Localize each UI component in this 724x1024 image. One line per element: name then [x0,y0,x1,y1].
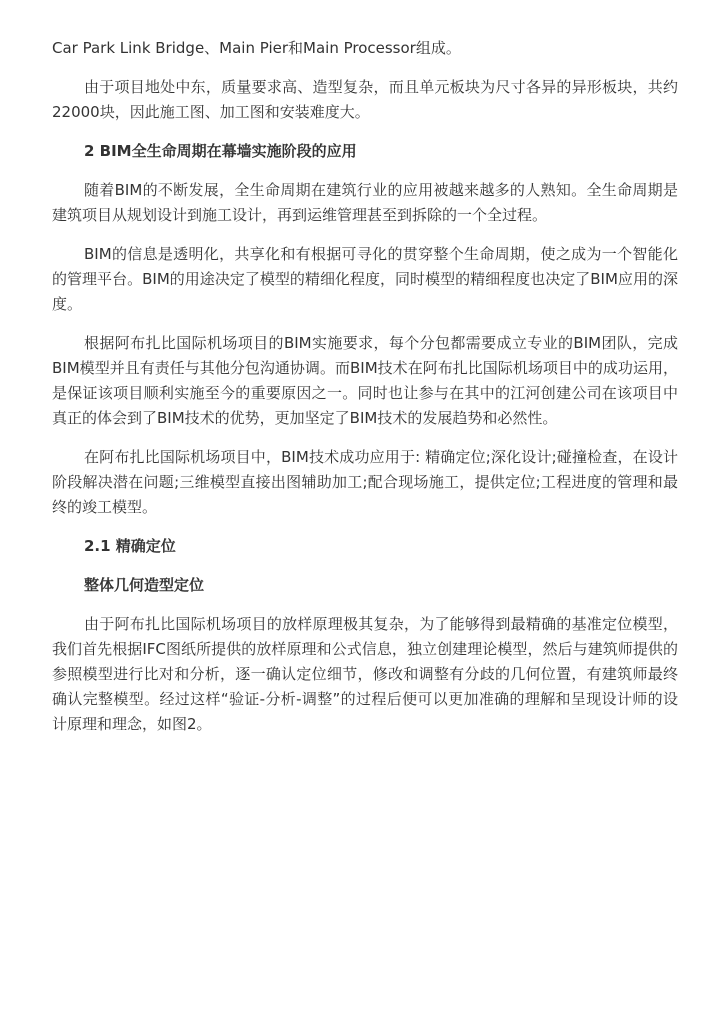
paragraph-geometry-positioning: 由于阿布扎比国际机场项目的放样原理极其复杂，为了能够得到最精确的基准定位模型，我们首先根据IFC图纸所提供的放样原理和公式信息，独立创建理论模型，然后与建筑师提供的参照模型进行比对和分析，逐一确认定位细节，修改和调整有分歧的几何位置，有建筑师最终确认完整模型。经过这样“验证-分析-调整”的过程后便可以更加准确的理解和呈现设计师的设计原理和理念，如图2。 [52,615,678,733]
paragraph-bim-information: BIM的信息是透明化，共享化和有根据可寻化的贯穿整个生命周期，使之成为一个智能化的管理平台。BIM的用途决定了模型的精细化程度，同时模型的精细程度也决定了BIM应用的深度。 [52,245,678,313]
paragraph-bim-applications: 在阿布扎比国际机场项目中，BIM技术成功应用于: 精确定位;深化设计;碰撞检查，在设计阶段解决潜在问题;三维模型直接出图辅助加工;配合现场施工，提供定位;工程进度的管理和最终的竣工模型。 [52,448,678,516]
paragraph-bim-requirements: 根据阿布扎比国际机场项目的BIM实施要求，每个分包都需要成立专业的BIM团队，完成BIM模型并且有责任与其他分包沟通协调。而BIM技术在阿布扎比国际机场项目中的成功运用，是保证该项目顺利实施至今的重要原因之一。同时也让参与在其中的江河创建公司在该项目中真正的体会到了BIM技术的优势，更加坚定了BIM技术的发展趋势和必然性。 [52,334,678,427]
subsection-heading-geometry: 整体几何造型定位 [84,576,205,594]
paragraph-bim-lifecycle: 随着BIM的不断发展，全生命周期在建筑行业的应用被越来越多的人熟知。全生命周期是建筑项目从规划设计到施工设计，再到运维管理甚至到拆除的一个全过程。 [52,181,678,224]
section-heading-2-1: 2.1 精确定位 [84,537,176,555]
section-heading-2: 2 BIM全生命周期在幕墙实施阶段的应用 [84,142,357,160]
document-page [52,36,678,751]
paragraph-project-difficulty: 由于项目地处中东，质量要求高、造型复杂，而且单元板块为尺寸各异的异形板块，共约22000块，因此施工图、加工图和安装难度大。 [52,78,678,121]
paragraph-intro-continuation: Car Park Link Bridge、Main Pier和Main Processor组成。 [52,39,461,57]
